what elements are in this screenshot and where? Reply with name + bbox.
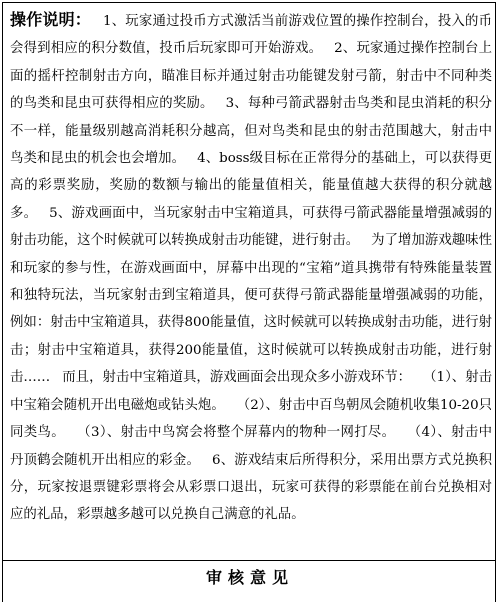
instructions-label: 操作说明： [10,10,91,29]
paragraph-6: 6、游戏结束后所得积分，采用出票方式兑换积分，玩家按退票键彩票将会从彩票口退出，玩家可获得的彩票能在前台兑换相对应的礼品，彩票越多越可以兑换自己满意的礼品。 [10,452,492,523]
paragraph-5: 5、游戏画面中，当玩家射击中宝箱道具，可获得弓箭武器能量增强减弱的射击功能，这个时候就可以转换成射击功能键，进行射击。 [10,205,492,249]
paragraph-treasure-intro: 为了增加游戏趣味性和玩家的参与性，在游戏画面中，屏幕中出现的“宝箱”道具携带有特殊能量装置和独特玩法，当玩家射击到宝箱道具，便可获得弓箭武器能量增强减弱的功能，例如：射击中宝箱道具，获得800能量值，这时候就可以转换成射击功能，进行射击；射击中宝箱道具，获得200能量值，这时候就可以转换成射击功能，进行射击…… [10,233,492,386]
mini-game-3: （3）、射击中鸟窝会将整个屏幕内的物种一网打尽。 [76,425,396,441]
mini-game-1: （1）、射击中宝箱会随机开出电磁炮或钻头炮。 [10,370,493,413]
paragraph-1: 1、玩家通过投币方式激活当前游戏位置的操作控制台，投入的币会得到相应的积分数值，投币后玩家即可开始游戏。 [10,14,492,57]
paragraph-4: 4、boss级目标在正常得分的基础上，可以获得更高的彩票奖励，奖励的数额与输出的能量值相关，能量值越大获得的积分就越多。 [10,151,492,221]
instructions-text [10,6,492,529]
section-divider [2,560,496,561]
paragraph-mini-games: 而且，射击中宝箱道具，游戏画面会出现众多小游戏环节： [62,370,412,386]
review-opinion-heading: 审核意见 [205,568,294,587]
paragraph-3: 3、每种弓箭武器射击鸟类和昆虫消耗的积分不一样，能量级别越高消耗积分越高，但对鸟类和昆虫的射击范围越大，射击中鸟类和昆虫的机会也会增加。 [10,96,492,167]
mini-game-4: （4）、射击中丹顶鹤会随机开出相应的彩金。 [10,425,492,468]
mini-game-2: （2）、射击中百鸟朝凤会随机收集10-20只同类鸟。 [10,397,493,441]
paragraph-2: 2、玩家通过操作控制台上面的摇杆控制射击方向，瞄准目标并通过射击功能键发射弓箭，射击中不同种类的鸟类和昆虫可获得相应的奖励。 [10,41,492,112]
